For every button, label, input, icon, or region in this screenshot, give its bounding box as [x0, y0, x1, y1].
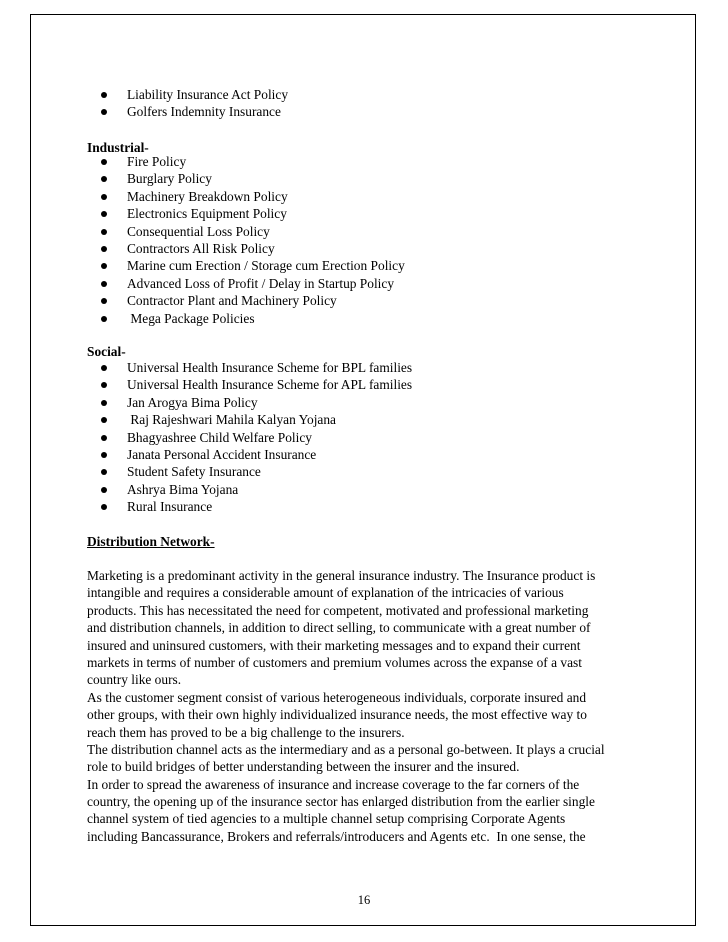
distribution-heading: Distribution Network-	[87, 534, 215, 549]
industrial-list-item: Electronics Equipment Policy	[87, 205, 405, 222]
industrial-list-item: Contractor Plant and Machinery Policy	[87, 292, 405, 309]
paragraph-line: Marketing is a predominant activity in the general insurance industry. The Insurance product is	[87, 568, 596, 583]
distribution-paragraph	[87, 567, 667, 845]
industrial-list-item: Mega Package Policies	[87, 310, 405, 327]
social-list-item: Universal Health Insurance Scheme for APL families	[87, 376, 412, 393]
paragraph-line: other groups, with their own highly individualized insurance needs, the most effective way to	[87, 707, 587, 723]
industrial-policy-list	[87, 153, 405, 327]
social-list-item: Student Safety Insurance	[87, 463, 412, 480]
paragraph-line: country, the opening up of the insurance sector has enlarged distribution from the earlier single	[87, 794, 595, 810]
paragraph-line: In order to spread the awareness of insurance and increase coverage to the far corners of the	[87, 776, 580, 792]
paragraph-line: channel system of tied agencies to a multiple channel setup comprising Corporate Agents	[87, 811, 566, 827]
top-policy-list	[87, 86, 288, 121]
social-list-item: Janata Personal Accident Insurance	[87, 446, 412, 463]
industrial-list-item: Advanced Loss of Profit / Delay in Startup Policy	[87, 275, 405, 292]
industrial-list-item: Consequential Loss Policy	[87, 223, 405, 240]
industrial-list-item: Burglary Policy	[87, 170, 405, 187]
paragraph-line: insured and uninsured customers, with their marketing messages and to expand their current	[87, 637, 581, 653]
paragraph-line: and distribution channels, in addition to direct selling, to communicate with a great number of	[87, 620, 591, 636]
industrial-list-item: Machinery Breakdown Policy	[87, 188, 405, 205]
paragraph-line: products. This has necessitated the need for competent, motivated and professional marketing	[87, 602, 589, 618]
industrial-heading: Industrial-	[87, 140, 149, 155]
paragraph-line: As the customer segment consist of various heterogeneous individuals, corporate insured and	[87, 689, 587, 705]
industrial-list-item: Marine cum Erection / Storage cum Erection Policy	[87, 257, 405, 274]
industrial-list-item: Fire Policy	[87, 153, 405, 170]
paragraph-line: intangible and requires a considerable amount of explanation of the intricacies of various	[87, 585, 564, 601]
page-number: 16	[357, 893, 371, 907]
paragraph-line: country like ours.	[87, 672, 182, 688]
social-list-item: Bhagyashree Child Welfare Policy	[87, 429, 412, 446]
paragraph-line: markets in terms of number of customers and premium volumes across the expanse of a vast	[87, 654, 582, 670]
social-heading: Social-	[87, 344, 126, 359]
social-list-item: Universal Health Insurance Scheme for BPL families	[87, 359, 412, 376]
paragraph-line: reach them has proved to be a big challenge to the insurers.	[87, 724, 405, 740]
paragraph-line: role to build bridges of better understanding between the insurer and the insured.	[87, 759, 520, 775]
industrial-list-item: Contractors All Risk Policy	[87, 240, 405, 257]
social-list-item: Jan Arogya Bima Policy	[87, 394, 412, 411]
social-list-item: Raj Rajeshwari Mahila Kalyan Yojana	[87, 411, 412, 428]
paragraph-line: including Bancassurance, Brokers and referrals/introducers and Agents etc. In one sense, the	[87, 828, 586, 844]
paragraph-line: The distribution channel acts as the intermediary and as a personal go-between. It plays a crucial	[87, 741, 605, 757]
social-list-item: Ashrya Bima Yojana	[87, 481, 412, 498]
policy-list-item: Liability Insurance Act Policy	[87, 86, 288, 103]
policy-list-item: Golfers Indemnity Insurance	[87, 103, 288, 120]
social-list-item: Rural Insurance	[87, 498, 412, 515]
social-scheme-list	[87, 359, 412, 516]
